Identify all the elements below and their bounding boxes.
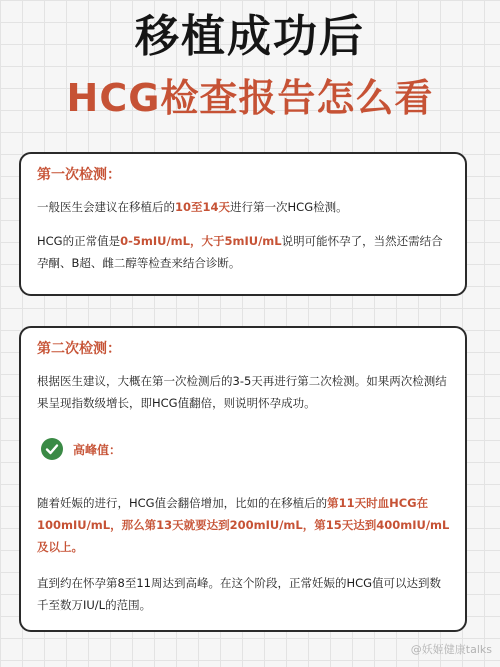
- second-test-heading: 第二次检测：: [37, 341, 121, 357]
- second-test-paragraph-1: 根据医生建议，大概在第一次检测后的3-5天再进行第二次检测。如果两次检测结果呈现指数级增长，即HCG值翻倍，则说明怀孕成功。: [37, 374, 447, 410]
- first-test-heading: 第一次检测：: [37, 167, 121, 183]
- second-test-p2-text-a: 随着妊娠的进行，HCG值会翻倍增加，比如的在移植后的: [37, 496, 328, 510]
- second-test-p2-highlight: 第11天时血HCG在100mIU/mL，那么第13天就要达到200mIU/mL，第15天达到400mIU/mL及以上。: [37, 496, 450, 554]
- first-test-paragraph-1: [37, 196, 451, 218]
- first-test-p2-text-a: HCG的正常值是: [37, 234, 121, 248]
- main-title: 移植成功后: [135, 11, 365, 62]
- second-test-paragraph-2: [37, 492, 451, 558]
- peak-value-label: 高峰值：: [73, 443, 122, 457]
- first-test-p1-highlight: 10至14天: [175, 200, 231, 214]
- check-circle-icon: [41, 438, 63, 460]
- first-test-p1-text-a: 一般医生会建议在移植后的: [37, 200, 175, 214]
- second-test-paragraph-3: 直到约在怀孕第8至11周达到高峰。在这个阶段，正常妊娠的HCG值可以达到数千至数万IU/L的范围。: [37, 576, 442, 612]
- first-test-paragraph-2: [37, 230, 451, 274]
- watermark: @妖姬健康talks: [410, 643, 492, 656]
- sub-title: HCG检查报告怎么看: [66, 76, 434, 120]
- second-test-card: [19, 326, 467, 632]
- first-test-p1-text-b: 进行第一次HCG检测。: [230, 200, 348, 214]
- first-test-card: [19, 152, 467, 296]
- first-test-p2-highlight: 0-5mIU/mL，大于5mIU/mL: [120, 234, 282, 248]
- first-test-p2-text-b: 说明可能怀孕了，当然还需结合孕酮、B超、雌二醇等检查来结合诊断。: [37, 234, 443, 270]
